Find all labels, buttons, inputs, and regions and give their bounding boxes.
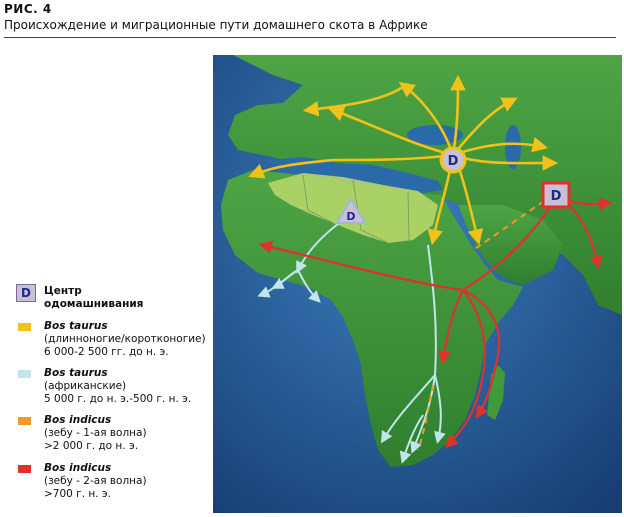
legend-item-desc: (африканские) — [44, 380, 127, 392]
legend-item-date: >700 г. н. э. — [44, 488, 112, 500]
svg-text:D: D — [447, 154, 459, 169]
center-india — [543, 183, 569, 207]
legend-item-name: Bos taurus — [44, 367, 108, 379]
legend-item-name: Bos indicus — [44, 414, 112, 426]
legend-item-desc: (зебу - 1-ая волна) — [44, 427, 147, 439]
svg-text:D: D — [550, 189, 562, 204]
center-near-east — [441, 148, 465, 172]
legend-center-line2: одомашнивания — [44, 298, 144, 310]
figure-label: РИС. 4 — [4, 2, 52, 16]
legend-item-date: 6 000-2 500 гг. до н. э. — [44, 346, 169, 358]
legend-item-date: 5 000 г. до н. э.-500 г. н. э. — [44, 393, 192, 405]
domestication-center-icon: D — [16, 284, 36, 302]
legend-item-date: >2 000 г. до н. э. — [44, 440, 139, 452]
legend-swatch — [18, 323, 31, 331]
legend-item-desc: (зебу - 2-ая волна) — [44, 475, 147, 487]
legend-swatch — [18, 465, 31, 473]
legend-item-desc: (длинноногие/коротконогие) — [44, 333, 206, 345]
title-divider — [4, 37, 616, 38]
legend-item-name: Bos taurus — [44, 320, 108, 332]
legend-swatch — [18, 417, 31, 425]
legend-center-line1: Центр — [44, 285, 82, 297]
migration-map — [213, 55, 622, 513]
svg-text:D: D — [346, 210, 356, 223]
legend-item-name: Bos indicus — [44, 462, 112, 474]
figure-title: Происхождение и миграционные пути домашнего скота в Африке — [4, 18, 428, 32]
legend-swatch — [18, 370, 31, 378]
